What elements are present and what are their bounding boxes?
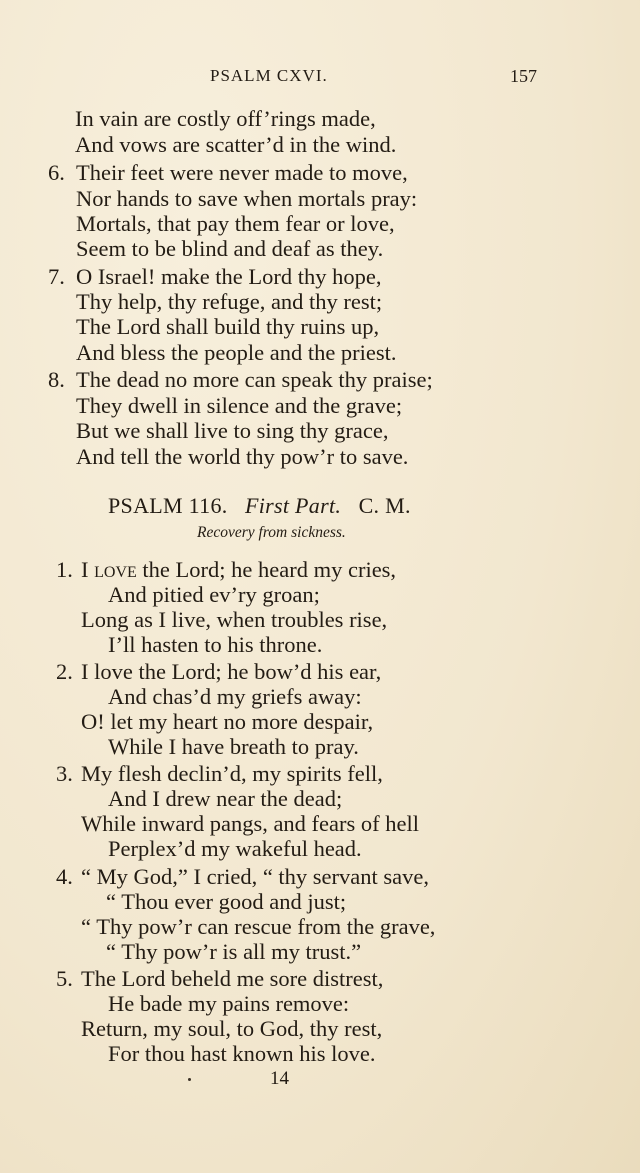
verse-line: For thou hast known his love. <box>108 1041 376 1066</box>
verse-line: O! let my heart no more despair, <box>81 709 374 734</box>
verse-line: O Israel! make the Lord thy hope, <box>76 264 382 289</box>
stanza-number: 6. <box>48 160 65 185</box>
verse-line: And bless the people and the priest. <box>76 340 397 365</box>
verse-line: And tell the world thy pow’r to save. <box>76 444 409 469</box>
psalm-meter: C. M. <box>358 493 411 518</box>
verse-line: While inward pangs, and fears of hell <box>81 811 420 836</box>
verse-line: While I have breath to pray. <box>108 734 359 759</box>
verse-line: Thy help, thy refuge, and thy rest; <box>76 289 383 314</box>
verse-line: Nor hands to save when mortals pray: <box>76 186 418 211</box>
verse-line: I love the Lord; he bow’d his ear, <box>81 659 382 684</box>
verse-line: The Lord beheld me sore distrest, <box>81 966 384 991</box>
verse-line: “ Thy pow’r can rescue from the grave, <box>81 914 436 939</box>
psalm-subtitle: Recovery from sickness. <box>197 524 346 541</box>
verse-line: “ My God,” I cried, “ thy servant save, <box>81 864 430 889</box>
verse-line: Their feet were never made to move, <box>76 160 408 185</box>
page-number: 157 <box>510 66 537 86</box>
signature-mark: 14 <box>270 1068 289 1089</box>
verse-line: And chas’d my griefs away: <box>108 684 362 709</box>
verse-line: My flesh declin’d, my spirits fell, <box>81 761 383 786</box>
verse-line: I’ll hasten to his throne. <box>108 632 323 657</box>
verse-line: The Lord shall build thy ruins up, <box>76 314 380 339</box>
verse-line: They dwell in silence and the grave; <box>76 393 403 418</box>
verse-line: “ Thou ever good and just; <box>106 889 347 914</box>
verse-line: But we shall live to sing thy grace, <box>76 418 389 443</box>
psalm-title: PSALM 116. <box>108 493 228 518</box>
stanza-number: 7. <box>48 264 65 289</box>
verse-line: “ Thy pow’r is all my trust.” <box>106 939 362 964</box>
stanza-number: 8. <box>48 367 65 392</box>
verse-line: The dead no more can speak thy praise; <box>76 367 433 392</box>
verse-line: And I drew near the dead; <box>108 786 343 811</box>
verse-line: And pitied ev’ry groan; <box>108 582 320 607</box>
verse-line: Perplex’d my wakeful head. <box>108 836 362 861</box>
stanza-number: 5. <box>56 966 73 991</box>
stanza-number: 2. <box>56 659 73 684</box>
stanza-number: 3. <box>56 761 73 786</box>
running-header: PSALM CXVI. <box>210 66 328 85</box>
verse-line: In vain are costly off’rings made, <box>75 106 376 131</box>
stanza-number: 4. <box>56 864 73 889</box>
verse-line: Return, my soul, to God, thy rest, <box>81 1016 383 1041</box>
verse-line: And vows are scatter’d in the wind. <box>75 132 397 157</box>
psalm-part: First Part. <box>244 493 342 518</box>
verse-line <box>81 559 396 582</box>
verse-rest: the Lord; he heard my cries, <box>136 557 397 582</box>
verse-word: I <box>81 557 89 582</box>
printer-mark <box>188 1078 191 1081</box>
verse-line: Seem to be blind and deaf as they. <box>76 236 384 261</box>
verse-line: Long as I live, when troubles rise, <box>81 607 388 632</box>
verse-line: Mortals, that pay them fear or love, <box>76 211 395 236</box>
small-caps-word: love <box>94 557 137 582</box>
psalm-heading <box>108 493 411 519</box>
verse-line: He bade my pains remove: <box>108 991 350 1016</box>
stanza-number: 1. <box>56 557 73 582</box>
